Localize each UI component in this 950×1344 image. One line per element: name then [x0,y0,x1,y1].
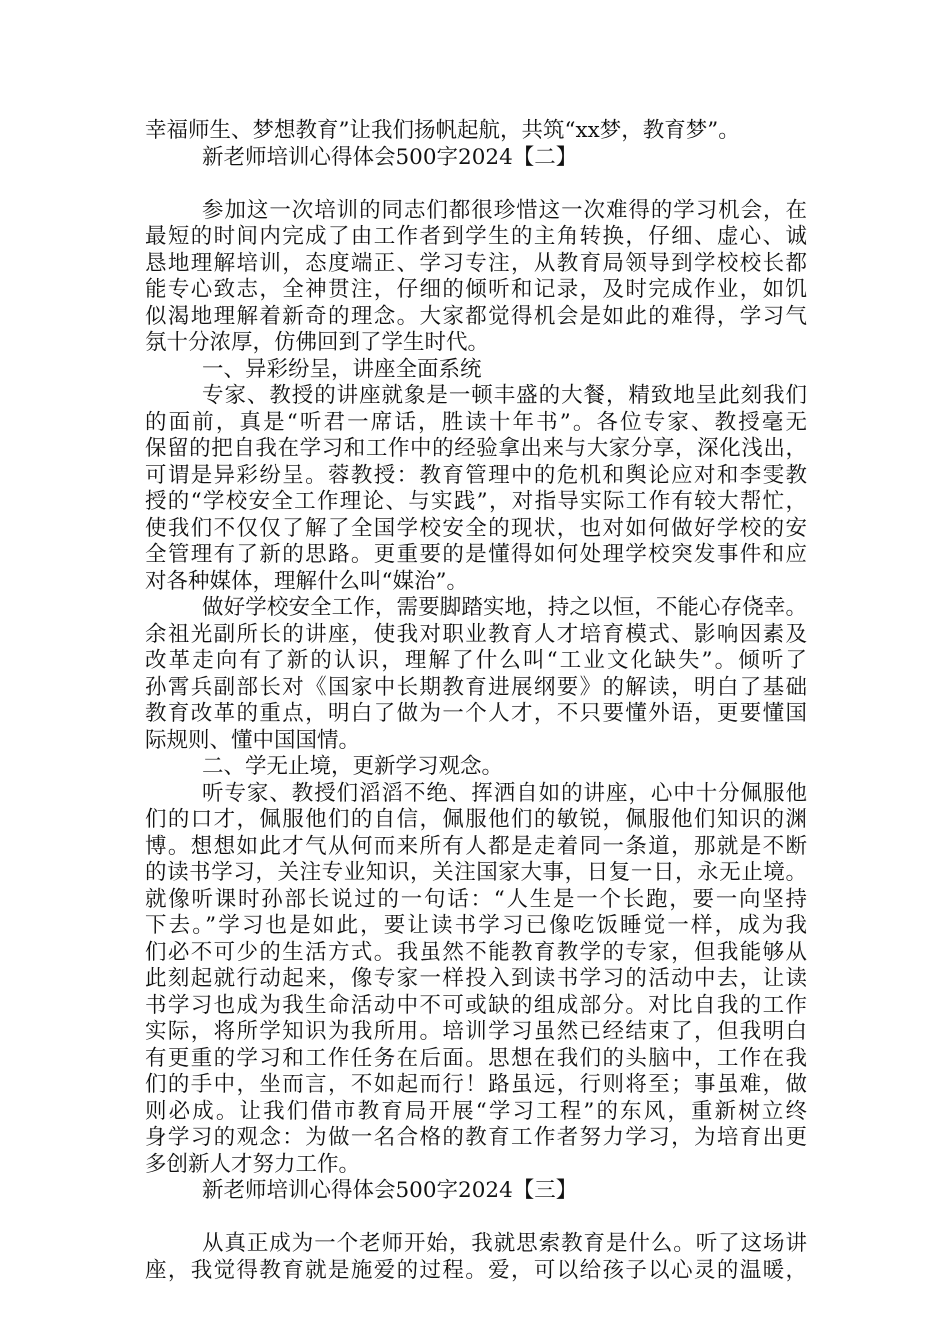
blank-line [145,1205,807,1232]
text-line: 多创新人才努力工作。 [145,1151,361,1177]
text-line: 们的手中，坐而言，不如起而行！路虽远，行则将至；事虽难，做 [145,1072,807,1097]
text-line: 专家、教授的讲座就象是一顿丰盛的大餐，精致地呈此刻我们 [202,383,807,408]
text-line: 们必不可少的生活方式。我虽然不能教育教学的专家，但我能够从 [145,939,807,965]
text-line: 身学习的观念：为做一名合格的教育工作者努力学习，为培育出更 [145,1125,807,1150]
text-line: 孙霄兵副部长对《国家中长期教育进展纲要》的解读，明白了基础 [145,674,807,700]
text-line: 保留的把自我在学习和工作中的经验拿出来与大家分享，深化浅出， [145,436,807,461]
text-line: 此刻起就行动起来，像专家一样投入到读书学习的活动中去，让读 [145,966,807,991]
text-line: 听专家、教授们滔滔不绝、挥洒自如的讲座，心中十分佩服他 [202,780,807,806]
text-line: 下去。”学习也是如此，要让读书学习已像吃饭睡觉一样，成为我 [145,913,807,938]
text-line: 授的“学校安全工作理论、与实践”，对指导实际工作有较大帮忙， [145,489,807,514]
blank-line [145,171,807,198]
text-line: 幸福师生、梦想教育”让我们扬帆起航，共筑“xx梦，教育梦”。 [145,118,740,143]
text-line: 则必成。让我们借市教育局开展“学习工程”的东风，重新树立终 [145,1098,807,1124]
text-line: 氛十分浓厚，仿佛回到了学生时代。 [145,330,490,355]
text-line: 新老师培训心得体会500字2024【三】 [202,1178,578,1203]
text-line: 余祖光副所长的讲座，使我对职业教育人才培育模式、影响因素及 [145,621,807,647]
text-line: 能专心致志，全神贯注，仔细的倾听和记录，及时完成作业，如饥 [145,277,807,302]
text-line: 们的口才，佩服他们的自信，佩服他们的敏锐，佩服他们知识的渊 [145,807,807,832]
text-line: 似渴地理解着新奇的理念。大家都觉得机会是如此的难得，学习气 [145,303,807,329]
text-line: 际规则、懂中国国情。 [145,727,361,753]
text-line: 座，我觉得教育就是施爱的过程。爱，可以给孩子以心灵的温暖， [145,1257,807,1283]
text-line: 博。想想如此才气从何而来所有人都是走着同一条道，那就是不断 [145,833,807,859]
text-line: 书学习也成为我生命活动中不可或缺的组成部分。对比自我的工作 [145,992,807,1018]
text-line: 二、学无止境，更新学习观念。 [202,754,504,779]
text-line: 恳地理解培训，态度端正、学习专注，从教育局领导到学校校长都 [145,250,807,276]
text-line: 最短的时间内完成了由工作者到学生的主角转换，仔细、虚心、诚 [145,224,807,249]
text-line: 有更重的学习和工作任务在后面。思想在我们的头脑中，工作在我 [145,1045,807,1071]
text-line: 的面前，真是“听君一席话，胜读十年书”。各位专家、教授毫无 [145,409,807,435]
text-line: 改革走向有了新的认识，理解了什么叫“工业文化缺失”。倾听了 [145,648,807,673]
text-line: 全管理有了新的思路。更重要的是懂得如何处理学校突发事件和应 [145,542,807,567]
document-page [145,118,807,1284]
text-line: 实际，将所学知识为我所用。培训学习虽然已经结束了，但我明白 [145,1019,807,1044]
text-line: 可谓是异彩纷呈。蓉教授：教育管理中的危机和舆论应对和李雯教 [145,462,807,488]
text-line: 做好学校安全工作，需要脚踏实地，持之以恒，不能心存侥幸。 [202,595,807,620]
text-line: 使我们不仅仅了解了全国学校安全的现状，也对如何做好学校的安 [145,515,807,541]
text-line: 从真正成为一个老师开始，我就思索教育是什么。听了这场讲 [202,1231,807,1256]
text-line: 参加这一次培训的同志们都很珍惜这一次难得的学习机会，在 [202,197,807,223]
text-line: 的读书学习，关注专业知识，关注国家大事，日复一日，永无止境。 [145,860,807,885]
text-line: 一、异彩纷呈，讲座全面系统 [202,356,482,382]
text-line: 教育改革的重点，明白了做为一个人才，不只要懂外语，更要懂国 [145,701,807,726]
text-line: 新老师培训心得体会500字2024【二】 [202,144,578,170]
text-line: 对各种媒体，理解什么叫“媒治”。 [145,568,468,594]
text-line: 就像听课时孙部长说过的一句话：“人生是一个长跑，要一向坚持 [145,886,807,912]
